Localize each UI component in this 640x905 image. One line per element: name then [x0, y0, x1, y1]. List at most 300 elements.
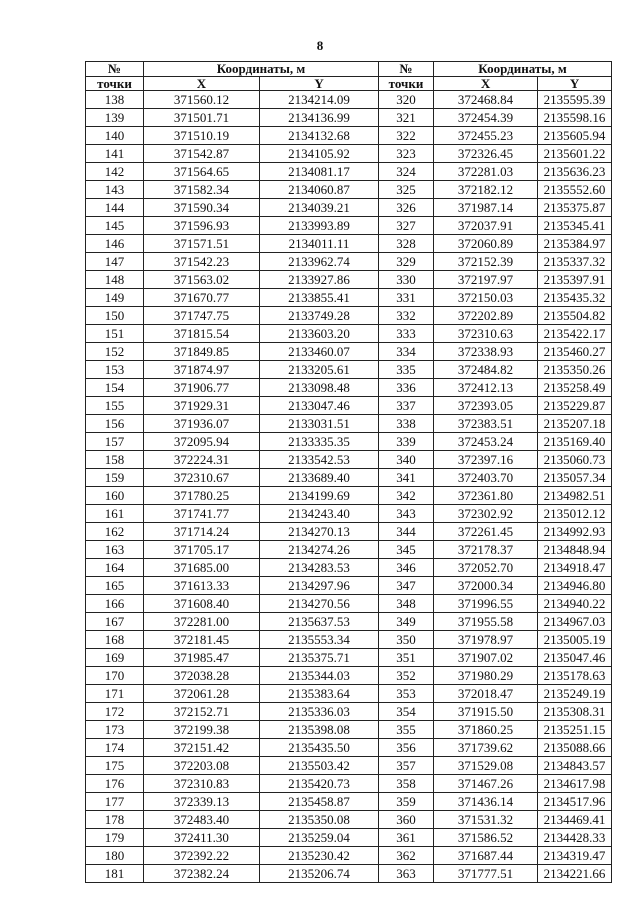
x-coordinate-cell: 371531.32 [434, 811, 538, 829]
y-coordinate-cell: 2135435.32 [538, 289, 612, 307]
y-coordinate-cell: 2133993.89 [260, 217, 379, 235]
point-number-cell: 177 [86, 793, 144, 811]
x-coordinate-cell: 371936.07 [144, 415, 260, 433]
table-row [86, 667, 612, 685]
x-coordinate-cell: 372382.24 [144, 865, 260, 883]
y-coordinate-cell: 2135552.60 [538, 181, 612, 199]
point-number-cell: 321 [379, 109, 434, 127]
y-coordinate-cell: 2133855.41 [260, 289, 379, 307]
table-row [86, 631, 612, 649]
point-number-cell: 349 [379, 613, 434, 631]
y-coordinate-cell: 2135503.42 [260, 757, 379, 775]
x-coordinate-cell: 372000.34 [434, 577, 538, 595]
table-row [86, 127, 612, 145]
point-number-cell: 173 [86, 721, 144, 739]
x-header: X [144, 77, 260, 91]
table-row [86, 271, 612, 289]
x-coordinate-cell: 372411.30 [144, 829, 260, 847]
y-coordinate-cell: 2135350.26 [538, 361, 612, 379]
y-coordinate-cell: 2135178.63 [538, 667, 612, 685]
table-row [86, 541, 612, 559]
table-row [86, 361, 612, 379]
x-coordinate-cell: 371780.25 [144, 487, 260, 505]
x-coordinate-cell: 371777.51 [434, 865, 538, 883]
y-coordinate-cell: 2134517.96 [538, 793, 612, 811]
point-number-cell: 158 [86, 451, 144, 469]
x-coordinate-cell: 371436.14 [434, 793, 538, 811]
x-coordinate-cell: 372412.13 [434, 379, 538, 397]
x-coordinate-cell: 371571.51 [144, 235, 260, 253]
x-coordinate-cell: 372310.83 [144, 775, 260, 793]
x-coordinate-cell: 372261.45 [434, 523, 538, 541]
table-row [86, 415, 612, 433]
x-coordinate-cell: 372060.89 [434, 235, 538, 253]
point-number-cell: 325 [379, 181, 434, 199]
y-coordinate-cell: 2134967.03 [538, 613, 612, 631]
y-coordinate-cell: 2135460.27 [538, 343, 612, 361]
point-number-cell: 141 [86, 145, 144, 163]
table-row [86, 649, 612, 667]
y-coordinate-cell: 2134274.26 [260, 541, 379, 559]
x-coordinate-cell: 372152.39 [434, 253, 538, 271]
x-coordinate-cell: 372178.37 [434, 541, 538, 559]
x-coordinate-cell: 372361.80 [434, 487, 538, 505]
table-row [86, 865, 612, 883]
x-coordinate-cell: 372403.70 [434, 469, 538, 487]
y-coordinate-cell: 2134992.93 [538, 523, 612, 541]
point-number-cell: 344 [379, 523, 434, 541]
x-coordinate-cell: 372310.63 [434, 325, 538, 343]
point-number-cell: 354 [379, 703, 434, 721]
point-number-cell: 332 [379, 307, 434, 325]
y-coordinate-cell: 2135375.87 [538, 199, 612, 217]
point-number-cell: 326 [379, 199, 434, 217]
y-coordinate-cell: 2133460.07 [260, 343, 379, 361]
point-number-cell: 139 [86, 109, 144, 127]
y-coordinate-cell: 2133603.20 [260, 325, 379, 343]
point-number-cell: 169 [86, 649, 144, 667]
table-row [86, 685, 612, 703]
x-coordinate-cell: 372197.97 [434, 271, 538, 289]
y-coordinate-cell: 2135169.40 [538, 433, 612, 451]
x-coordinate-cell: 371560.12 [144, 91, 260, 109]
point-number-cell: 338 [379, 415, 434, 433]
x-coordinate-cell: 371987.14 [434, 199, 538, 217]
table-row [86, 199, 612, 217]
point-number-cell: 154 [86, 379, 144, 397]
point-number-cell: 346 [379, 559, 434, 577]
point-number-cell: 322 [379, 127, 434, 145]
point-number-cell: 157 [86, 433, 144, 451]
x-coordinate-cell: 371687.44 [434, 847, 538, 865]
point-number-cell: 143 [86, 181, 144, 199]
x-coordinate-cell: 372150.03 [434, 289, 538, 307]
y-coordinate-cell: 2133098.48 [260, 379, 379, 397]
y-coordinate-cell: 2135345.41 [538, 217, 612, 235]
point-number-cell: 151 [86, 325, 144, 343]
table-row [86, 325, 612, 343]
y-coordinate-cell: 2134848.94 [538, 541, 612, 559]
point-number-cell: 358 [379, 775, 434, 793]
y-coordinate-cell: 2135344.03 [260, 667, 379, 685]
x-coordinate-cell: 371529.08 [434, 757, 538, 775]
point-number-cell: 356 [379, 739, 434, 757]
y-coordinate-cell: 2133205.61 [260, 361, 379, 379]
point-number-cell: 330 [379, 271, 434, 289]
x-coordinate-cell: 371586.52 [434, 829, 538, 847]
point-number-cell: 352 [379, 667, 434, 685]
x-coordinate-cell: 372203.08 [144, 757, 260, 775]
table-row [86, 847, 612, 865]
x-coordinate-cell: 372484.82 [434, 361, 538, 379]
point-number-cell: 179 [86, 829, 144, 847]
x-coordinate-cell: 372181.45 [144, 631, 260, 649]
table-row [86, 613, 612, 631]
y-coordinate-cell: 2134946.80 [538, 577, 612, 595]
x-coordinate-cell: 371815.54 [144, 325, 260, 343]
y-coordinate-cell: 2135047.46 [538, 649, 612, 667]
y-coordinate-cell: 2134469.41 [538, 811, 612, 829]
x-coordinate-cell: 372018.47 [434, 685, 538, 703]
point-number-cell: 345 [379, 541, 434, 559]
point-number-cell: 155 [86, 397, 144, 415]
y-coordinate-cell: 2135012.12 [538, 505, 612, 523]
y-coordinate-cell: 2134270.56 [260, 595, 379, 613]
y-coordinate-cell: 2134199.69 [260, 487, 379, 505]
x-coordinate-cell: 371510.19 [144, 127, 260, 145]
y-coordinate-cell: 2134617.98 [538, 775, 612, 793]
point-number-cell: 329 [379, 253, 434, 271]
point-number-cell: 152 [86, 343, 144, 361]
y-coordinate-cell: 2134283.53 [260, 559, 379, 577]
point-number-cell: 149 [86, 289, 144, 307]
y-coordinate-cell: 2134319.47 [538, 847, 612, 865]
y-coordinate-cell: 2135229.87 [538, 397, 612, 415]
x-coordinate-cell: 372061.28 [144, 685, 260, 703]
point-number-cell: 166 [86, 595, 144, 613]
y-coordinate-cell: 2134214.09 [260, 91, 379, 109]
x-coordinate-cell: 371608.40 [144, 595, 260, 613]
x-coordinate-cell: 371907.02 [434, 649, 538, 667]
table-row [86, 775, 612, 793]
y-coordinate-cell: 2135504.82 [538, 307, 612, 325]
y-coordinate-cell: 2135595.39 [538, 91, 612, 109]
table-row [86, 811, 612, 829]
table-row [86, 559, 612, 577]
y-coordinate-cell: 2134060.87 [260, 181, 379, 199]
point-number-cell: 140 [86, 127, 144, 145]
y-coordinate-cell: 2134136.99 [260, 109, 379, 127]
point-number-cell: 339 [379, 433, 434, 451]
point-sublabel: точки [86, 77, 144, 91]
point-number-cell: 333 [379, 325, 434, 343]
y-coordinate-cell: 2135383.64 [260, 685, 379, 703]
y-coordinate-cell: 2134270.13 [260, 523, 379, 541]
point-number-cell: 146 [86, 235, 144, 253]
y-coordinate-cell: 2134132.68 [260, 127, 379, 145]
y-coordinate-cell: 2134081.17 [260, 163, 379, 181]
point-number-cell: 323 [379, 145, 434, 163]
point-number-cell: 160 [86, 487, 144, 505]
y-coordinate-cell: 2135636.23 [538, 163, 612, 181]
y-coordinate-cell: 2135057.34 [538, 469, 612, 487]
x-coordinate-cell: 372454.39 [434, 109, 538, 127]
y-coordinate-cell: 2135384.97 [538, 235, 612, 253]
y-coordinate-cell: 2135206.74 [260, 865, 379, 883]
point-number-cell: 142 [86, 163, 144, 181]
x-coordinate-cell: 372383.51 [434, 415, 538, 433]
y-coordinate-cell: 2135350.08 [260, 811, 379, 829]
y-coordinate-cell: 2135458.87 [260, 793, 379, 811]
y-header: Y [260, 77, 379, 91]
point-number-cell: 348 [379, 595, 434, 613]
y-coordinate-cell: 2135375.71 [260, 649, 379, 667]
point-number-cell: 355 [379, 721, 434, 739]
x-coordinate-cell: 371563.02 [144, 271, 260, 289]
point-number-cell: 150 [86, 307, 144, 325]
y-coordinate-cell: 2134039.21 [260, 199, 379, 217]
y-coordinate-cell: 2133047.46 [260, 397, 379, 415]
point-number-cell: 351 [379, 649, 434, 667]
x-coordinate-cell: 371590.34 [144, 199, 260, 217]
table-subheader-row [86, 77, 612, 91]
y-coordinate-cell: 2135251.15 [538, 721, 612, 739]
point-number-cell: 320 [379, 91, 434, 109]
table-row [86, 703, 612, 721]
y-coordinate-cell: 2134918.47 [538, 559, 612, 577]
point-number-cell: 167 [86, 613, 144, 631]
point-number-cell: 181 [86, 865, 144, 883]
coordinates-header: Координаты, м [144, 62, 379, 77]
point-number-cell: 361 [379, 829, 434, 847]
y-coordinate-cell: 2135605.94 [538, 127, 612, 145]
table-row [86, 433, 612, 451]
point-number-cell: 340 [379, 451, 434, 469]
point-number-header-right: № [379, 62, 434, 77]
x-header-right: X [434, 77, 538, 91]
y-coordinate-cell: 2135258.49 [538, 379, 612, 397]
coordinates-header-right: Координаты, м [434, 62, 612, 77]
table-row [86, 307, 612, 325]
table-row [86, 451, 612, 469]
y-coordinate-cell: 2133962.74 [260, 253, 379, 271]
x-coordinate-cell: 372038.28 [144, 667, 260, 685]
point-number-cell: 138 [86, 91, 144, 109]
x-coordinate-cell: 372224.31 [144, 451, 260, 469]
y-coordinate-cell: 2135598.16 [538, 109, 612, 127]
y-coordinate-cell: 2134011.11 [260, 235, 379, 253]
y-coordinate-cell: 2135422.17 [538, 325, 612, 343]
point-number-header: № [86, 62, 144, 77]
point-number-cell: 324 [379, 163, 434, 181]
point-number-cell: 148 [86, 271, 144, 289]
x-coordinate-cell: 372468.84 [434, 91, 538, 109]
point-number-cell: 172 [86, 703, 144, 721]
x-coordinate-cell: 372302.92 [434, 505, 538, 523]
y-coordinate-cell: 2135420.73 [260, 775, 379, 793]
y-coordinate-cell: 2135336.03 [260, 703, 379, 721]
page-number: 8 [316, 38, 324, 53]
table-body [86, 91, 612, 883]
x-coordinate-cell: 371741.77 [144, 505, 260, 523]
y-coordinate-cell: 2135337.32 [538, 253, 612, 271]
point-number-cell: 341 [379, 469, 434, 487]
x-coordinate-cell: 371670.77 [144, 289, 260, 307]
table-row [86, 829, 612, 847]
x-coordinate-cell: 371613.33 [144, 577, 260, 595]
x-coordinate-cell: 371501.71 [144, 109, 260, 127]
point-number-cell: 337 [379, 397, 434, 415]
table-header-row [86, 62, 612, 77]
x-coordinate-cell: 371874.97 [144, 361, 260, 379]
x-coordinate-cell: 371978.97 [434, 631, 538, 649]
point-number-cell: 144 [86, 199, 144, 217]
y-coordinate-cell: 2134940.22 [538, 595, 612, 613]
y-coordinate-cell: 2134982.51 [538, 487, 612, 505]
point-number-cell: 327 [379, 217, 434, 235]
table-row [86, 595, 612, 613]
y-coordinate-cell: 2135397.91 [538, 271, 612, 289]
point-number-cell: 357 [379, 757, 434, 775]
table-row [86, 469, 612, 487]
point-number-cell: 350 [379, 631, 434, 649]
point-number-cell: 178 [86, 811, 144, 829]
y-coordinate-cell: 2135637.53 [260, 613, 379, 631]
point-number-cell: 180 [86, 847, 144, 865]
y-coordinate-cell: 2135435.50 [260, 739, 379, 757]
point-sublabel-right: точки [379, 77, 434, 91]
y-coordinate-cell: 2135553.34 [260, 631, 379, 649]
table-row [86, 91, 612, 109]
y-coordinate-cell: 2133927.86 [260, 271, 379, 289]
x-coordinate-cell: 372310.67 [144, 469, 260, 487]
point-number-cell: 176 [86, 775, 144, 793]
x-coordinate-cell: 372281.03 [434, 163, 538, 181]
x-coordinate-cell: 372397.16 [434, 451, 538, 469]
table-row [86, 505, 612, 523]
point-number-cell: 162 [86, 523, 144, 541]
x-coordinate-cell: 371685.00 [144, 559, 260, 577]
x-coordinate-cell: 372455.23 [434, 127, 538, 145]
point-number-cell: 174 [86, 739, 144, 757]
point-number-cell: 161 [86, 505, 144, 523]
x-coordinate-cell: 371747.75 [144, 307, 260, 325]
x-coordinate-cell: 371542.87 [144, 145, 260, 163]
x-coordinate-cell: 372202.89 [434, 307, 538, 325]
x-coordinate-cell: 372338.93 [434, 343, 538, 361]
table-row [86, 523, 612, 541]
x-coordinate-cell: 372095.94 [144, 433, 260, 451]
x-coordinate-cell: 371915.50 [434, 703, 538, 721]
y-coordinate-cell: 2134105.92 [260, 145, 379, 163]
y-coordinate-cell: 2135259.04 [260, 829, 379, 847]
y-coordinate-cell: 2133542.53 [260, 451, 379, 469]
point-number-cell: 363 [379, 865, 434, 883]
table-row [86, 397, 612, 415]
point-number-cell: 342 [379, 487, 434, 505]
table-row [86, 289, 612, 307]
point-number-cell: 343 [379, 505, 434, 523]
x-coordinate-cell: 371596.93 [144, 217, 260, 235]
y-coordinate-cell: 2135088.66 [538, 739, 612, 757]
point-number-cell: 175 [86, 757, 144, 775]
x-coordinate-cell: 372483.40 [144, 811, 260, 829]
point-number-cell: 156 [86, 415, 144, 433]
point-number-cell: 170 [86, 667, 144, 685]
table-row [86, 577, 612, 595]
x-coordinate-cell: 371714.24 [144, 523, 260, 541]
x-coordinate-cell: 372199.38 [144, 721, 260, 739]
point-number-cell: 147 [86, 253, 144, 271]
y-coordinate-cell: 2135060.73 [538, 451, 612, 469]
point-number-cell: 335 [379, 361, 434, 379]
y-coordinate-cell: 2134843.57 [538, 757, 612, 775]
point-number-cell: 168 [86, 631, 144, 649]
point-number-cell: 153 [86, 361, 144, 379]
x-coordinate-cell: 372339.13 [144, 793, 260, 811]
point-number-cell: 331 [379, 289, 434, 307]
table-row [86, 181, 612, 199]
x-coordinate-cell: 371980.29 [434, 667, 538, 685]
y-coordinate-cell: 2134428.33 [538, 829, 612, 847]
x-coordinate-cell: 372326.45 [434, 145, 538, 163]
y-coordinate-cell: 2134243.40 [260, 505, 379, 523]
y-coordinate-cell: 2135207.18 [538, 415, 612, 433]
y-coordinate-cell: 2133689.40 [260, 469, 379, 487]
x-coordinate-cell: 372281.00 [144, 613, 260, 631]
x-coordinate-cell: 372052.70 [434, 559, 538, 577]
x-coordinate-cell: 371705.17 [144, 541, 260, 559]
point-number-cell: 353 [379, 685, 434, 703]
x-coordinate-cell: 371542.23 [144, 253, 260, 271]
x-coordinate-cell: 372182.12 [434, 181, 538, 199]
y-header-right: Y [538, 77, 612, 91]
table-row [86, 343, 612, 361]
x-coordinate-cell: 371996.55 [434, 595, 538, 613]
table-row [86, 487, 612, 505]
x-coordinate-cell: 371860.25 [434, 721, 538, 739]
y-coordinate-cell: 2135308.31 [538, 703, 612, 721]
y-coordinate-cell: 2134297.96 [260, 577, 379, 595]
table-row [86, 235, 612, 253]
table-row [86, 109, 612, 127]
x-coordinate-cell: 371582.34 [144, 181, 260, 199]
point-number-cell: 336 [379, 379, 434, 397]
point-number-cell: 334 [379, 343, 434, 361]
coordinates-table [85, 61, 612, 883]
point-number-cell: 171 [86, 685, 144, 703]
x-coordinate-cell: 371906.77 [144, 379, 260, 397]
x-coordinate-cell: 372151.42 [144, 739, 260, 757]
point-number-cell: 163 [86, 541, 144, 559]
table-row [86, 739, 612, 757]
y-coordinate-cell: 2135005.19 [538, 631, 612, 649]
x-coordinate-cell: 371849.85 [144, 343, 260, 361]
y-coordinate-cell: 2135601.22 [538, 145, 612, 163]
y-coordinate-cell: 2135230.42 [260, 847, 379, 865]
x-coordinate-cell: 371929.31 [144, 397, 260, 415]
x-coordinate-cell: 372393.05 [434, 397, 538, 415]
table-row [86, 379, 612, 397]
point-number-cell: 328 [379, 235, 434, 253]
point-number-cell: 164 [86, 559, 144, 577]
table-row [86, 217, 612, 235]
y-coordinate-cell: 2133749.28 [260, 307, 379, 325]
y-coordinate-cell: 2133335.35 [260, 433, 379, 451]
x-coordinate-cell: 371739.62 [434, 739, 538, 757]
table-row [86, 253, 612, 271]
table-row [86, 163, 612, 181]
